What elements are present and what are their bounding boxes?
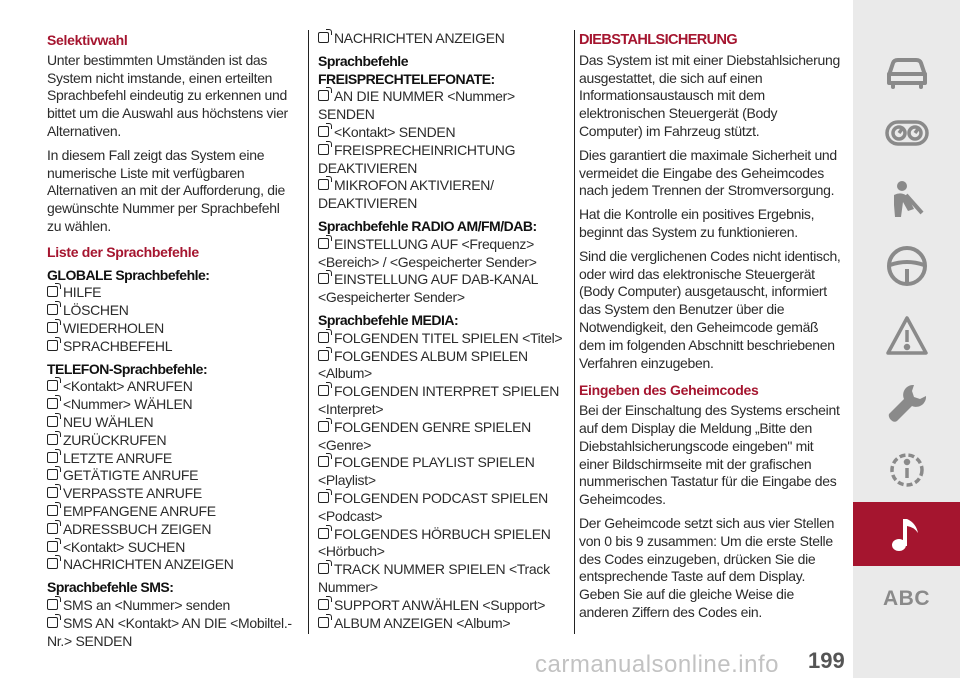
checkbox-icon [318, 456, 329, 467]
checkbox-icon [318, 385, 329, 396]
list-radio [318, 236, 572, 307]
checkbox-icon [47, 452, 58, 463]
paragraph: In diesem Fall zeigt das System eine numerische Liste mit verfügbaren Alternativen an mit der Aufforderung, die gewünschte Nummer per Sprachbefehl zu wählen. [47, 146, 286, 234]
list-sms [47, 597, 297, 650]
list-item: SMS AN <Kontakt> AN DIE <Mobiltel.-Nr.> SENDEN [47, 614, 292, 649]
checkbox-icon [318, 238, 329, 249]
checkbox-icon [47, 541, 58, 552]
list-item: SPRACHBEFEHL [47, 338, 297, 356]
list-item: <Nummer> WÄHLEN [47, 396, 297, 414]
heading-radio: Sprachbefehle RADIO AM/FM/DAB: [318, 217, 537, 234]
list-item: NACHRICHTEN ANZEIGEN [47, 556, 297, 574]
list-item: ALBUM ANZEIGEN <Album> [318, 615, 572, 633]
music-note-icon[interactable] [853, 502, 960, 566]
checkbox-icon [318, 421, 329, 432]
checkbox-icon [47, 286, 58, 297]
checkbox-icon [47, 416, 58, 427]
chapter-sidebar [853, 0, 960, 678]
list-item: ZURÜCKRUFEN [47, 432, 297, 450]
abc-index-link[interactable]: ABC [883, 587, 930, 610]
heading-sms: Sprachbefehle SMS: [47, 579, 174, 596]
list-item: FOLGENDES HÖRBUCH SPIELEN <Hörbuch> [318, 525, 551, 560]
checkbox-icon [318, 528, 329, 539]
checkbox-icon [318, 332, 329, 343]
column-divider [308, 30, 309, 634]
checkbox-icon [47, 617, 58, 628]
list-item: FOLGENDES ALBUM SPIELEN <Album> [318, 347, 528, 382]
checkbox-icon [318, 273, 329, 284]
checkbox-icon [318, 179, 329, 190]
checkbox-icon [318, 144, 329, 155]
heading-liste-sprachbefehle: Liste der Sprachbefehle [47, 243, 199, 260]
heading-eingeben-geheimcode: Eingeben des Geheimcodes [579, 382, 759, 399]
list-item: FOLGENDEN GENRE SPIELEN <Genre> [318, 418, 531, 453]
list-item: FREISPRECHEINRICHTUNG DEAKTIVIEREN [318, 141, 516, 176]
checkbox-icon [318, 599, 329, 610]
list-item: EINSTELLUNG AUF DAB-KANAL <Gespeicherter Sender> [318, 271, 538, 306]
paragraph: Bei der Einschaltung des Systems erscheint auf dem Display die Meldung „Bitte den Diebstahlsicherungscode eingeben" mit einer Bildschirmseite mit der grafischen nummerischen Tastatur für die Eingabe des Geheimcodes. [579, 402, 840, 508]
list-item: <Kontakt> SUCHEN [47, 539, 297, 557]
column-middle [318, 30, 572, 632]
list-item: AN DIE NUMMER <Nummer> SENDEN [318, 88, 515, 123]
heading-selektivwahl: Selektivwahl [47, 32, 128, 48]
list-item: VERPASSTE ANRUFE [47, 485, 297, 503]
heading-media: Sprachbefehle MEDIA: [318, 311, 459, 328]
list-item: LETZTE ANRUFE [47, 450, 297, 468]
seatbelt-person-icon[interactable] [853, 170, 960, 230]
list-item: EINSTELLUNG AUF <Frequenz><Bereich> / <Gespeicherter Sender> [318, 235, 537, 270]
list-item: FOLGENDEN INTERPRET SPIELEN <Interpret> [318, 383, 560, 417]
list-item: <Kontakt> SENDEN [318, 124, 572, 142]
list-item: EMPFANGENE ANRUFE [47, 503, 297, 521]
list-item: GETÄTIGTE ANRUFE [47, 467, 297, 485]
list-item: NACHRICHTEN ANZEIGEN [318, 30, 572, 48]
column-right [579, 30, 841, 628]
wrench-icon[interactable] [853, 374, 960, 434]
checkbox-icon [318, 492, 329, 503]
paragraph: Das System ist mit einer Diebstahlsicherung ausgestattet, die sich auf einen Informationsaustausch mit dem elektronischen Steuergerät (Body Computer) im Fahrzeug stützt. [579, 51, 840, 139]
car-icon[interactable] [853, 40, 960, 100]
paragraph: Sind die verglichenen Codes nicht identisch, oder wird das elektronische Steuergerät (Body Computer) ausgetauscht, informiert das System den Benutzer über die Notwendigkeit, den Geheimcode gemäß dem im folgenden Abschnitt beschriebenen Verfahren einzugeben. [579, 247, 841, 371]
heading-freisprech: Sprachbefehle FREISPRECHTELEFONATE: [318, 52, 495, 87]
checkbox-icon [318, 350, 329, 361]
heading-global: GLOBALE Sprachbefehle: [47, 266, 210, 283]
checkbox-icon [47, 523, 58, 534]
checkbox-icon [47, 304, 58, 315]
checkbox-icon [318, 90, 329, 101]
list-item: LÖSCHEN [47, 302, 297, 320]
list-item: FOLGENDEN TITEL SPIELEN <Titel> [318, 330, 572, 348]
paragraph: Der Geheimcode setzt sich aus vier Stellen von 0 bis 9 zusammen: Um die erste Stelle des Codes einzugeben, drücken Sie die entsprechende Taste auf dem Display. Geben Sie auf die gleiche Weise die anderen Ziffern des Codes ein. [579, 514, 835, 620]
page-number: 199 [808, 648, 845, 673]
list-freisprech [318, 88, 572, 213]
checkbox-icon [47, 558, 58, 569]
checkbox-icon [47, 322, 58, 333]
checkbox-icon [47, 487, 58, 498]
watermark: carmanualsonline.info [535, 651, 779, 678]
checkbox-icon [47, 469, 58, 480]
list-item: FOLGENDE PLAYLIST SPIELEN <Playlist> [318, 454, 535, 489]
heading-diebstahlsicherung: DIEBSTAHLSICHERUNG [579, 32, 738, 48]
column-left [47, 30, 297, 650]
checkbox-icon [47, 340, 58, 351]
paragraph: Unter bestimmten Umständen ist das System nicht imstande, einen erteilten Sprachbefehl eindeutig zu erkennen und bittet um die Auswahl aus höchstens vier Alternativen. [47, 51, 288, 139]
list-media [318, 330, 572, 633]
checkbox-icon [47, 380, 58, 391]
list-global [47, 284, 297, 355]
list-item: NEU WÄHLEN [47, 414, 297, 432]
list-item: WIEDERHOLEN [47, 320, 297, 338]
paragraph: Hat die Kontrolle ein positives Ergebnis, beginnt das System zu funktionieren. [579, 206, 815, 240]
list-item: <Kontakt> ANRUFEN [47, 378, 297, 396]
checkbox-icon [318, 32, 329, 43]
checkbox-icon [318, 617, 329, 628]
checkbox-icon [318, 563, 329, 574]
gear-info-icon[interactable] [853, 440, 960, 500]
column-divider [574, 30, 575, 634]
checkbox-icon [47, 599, 58, 610]
heading-telefon: TELEFON-Sprachbefehle: [47, 360, 208, 377]
list-item: MIKROFON AKTIVIEREN/ DEAKTIVIEREN [318, 177, 494, 212]
dashboard-gauges-icon[interactable] [853, 103, 960, 163]
list-item: SUPPORT ANWÄHLEN <Support> [318, 597, 572, 615]
warning-triangle-icon[interactable] [853, 306, 960, 366]
list-item: SMS an <Nummer> senden [47, 597, 297, 615]
list-item: FOLGENDEN PODCAST SPIELEN <Podcast> [318, 489, 548, 524]
steering-wheel-icon[interactable] [853, 236, 960, 296]
checkbox-icon [47, 398, 58, 409]
paragraph: Dies garantiert die maximale Sicherheit und vermeidet die Eingabe des Geheimcodes nach jedem Trennen der Stromversorgung. [579, 146, 837, 199]
checkbox-icon [47, 505, 58, 516]
checkbox-icon [318, 126, 329, 137]
list-item: TRACK NUMMER SPIELEN <Track Nummer> [318, 561, 550, 595]
checkbox-icon [47, 434, 58, 445]
list-telefon [47, 378, 297, 574]
list-item: HILFE [47, 284, 297, 302]
list-item: ADRESSBUCH ZEIGEN [47, 521, 297, 539]
